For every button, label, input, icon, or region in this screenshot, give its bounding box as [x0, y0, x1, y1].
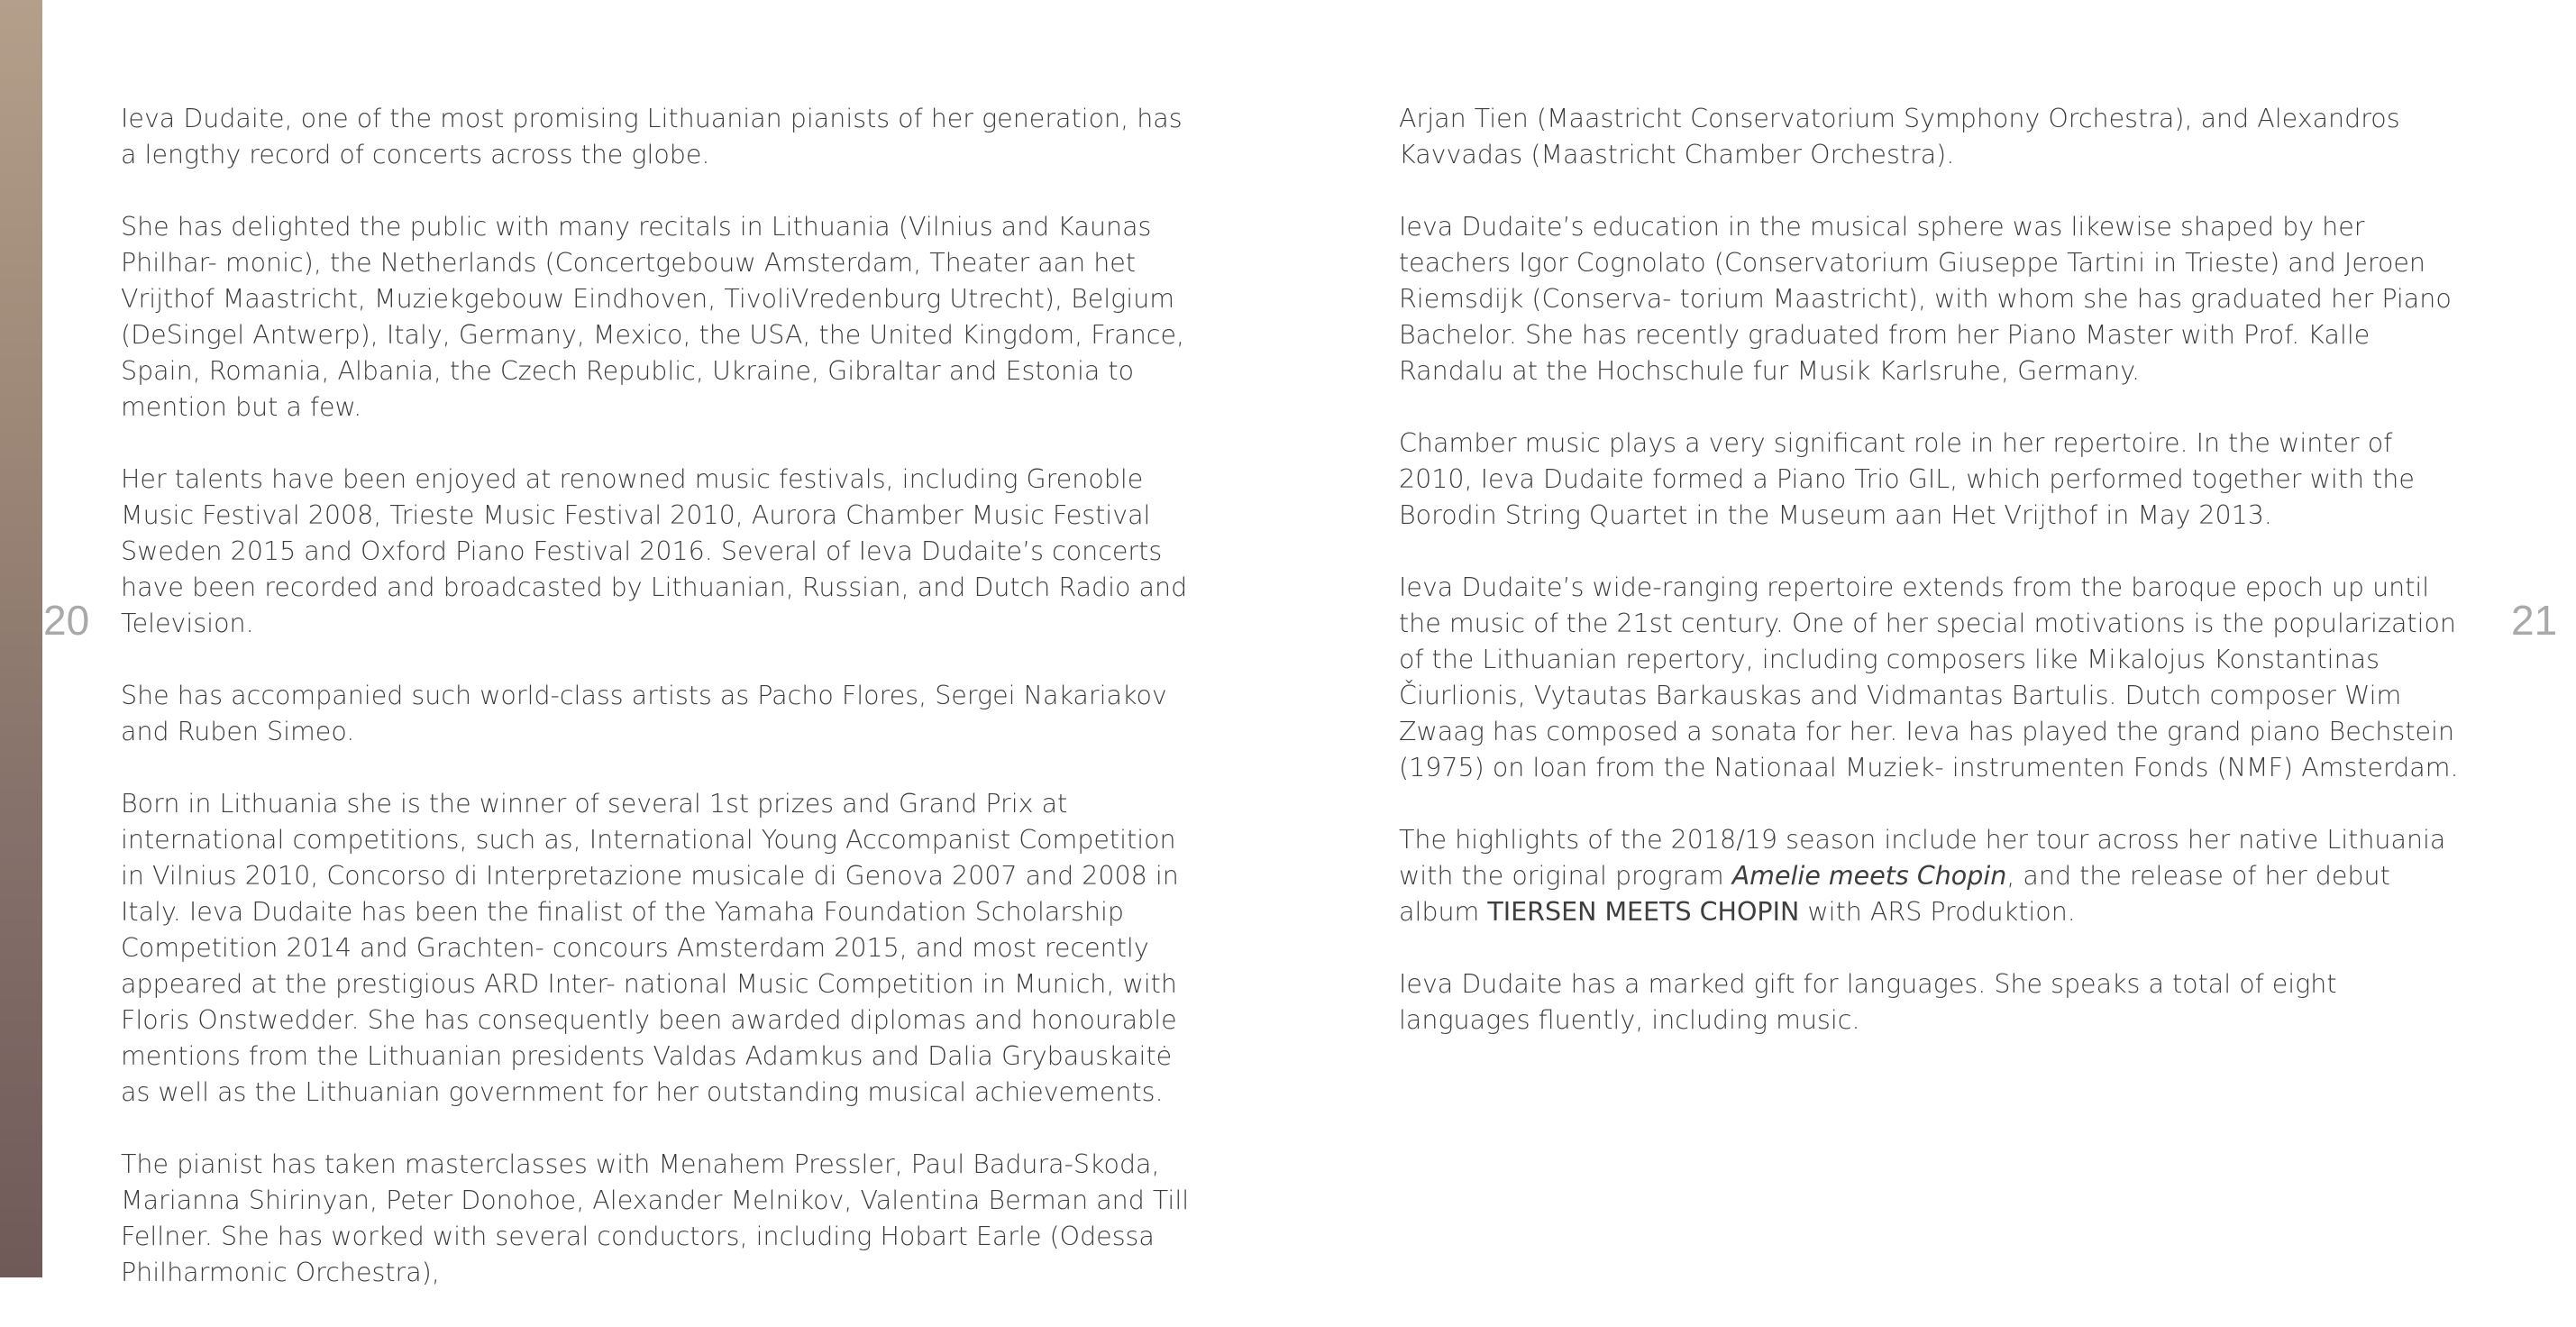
right-paragraph-5: [1399, 822, 2471, 930]
left-paragraph-4: She has accompanied such world-class artists as Pacho Flores, Sergei Nakariakov and Ruben Simeo.: [121, 681, 1167, 746]
left-paragraph-5: Born in Lithuania she is the winner of several 1st prizes and Grand Prix at international competitions, such as, International Young Accompanist Competition in Vilnius 2010, Concorso di Interpretazione musicale di Genova 2007 and 2008 in Italy. Ieva Dudaite has been the finalist of the Yamaha Foundation Scholarship Competition 2014 and Grachten- concours Amsterdam 2015, and most recently appeared at the prestigious ARD Inter- national Music Competition in Munich, with Floris Onstwedder. She has consequently been awarded diplomas and honourable mentions from the Lithuanian presidents Valdas Adamkus and Dalia Grybauskaitė as well as the Lithuanian government for her outstanding musical achievements.: [121, 789, 1179, 1107]
left-paragraph-3: Her talents have been enjoyed at renowned music festivals, including Grenoble Music Festival 2008, Trieste Music Festival 2010, Aurora Chamber Music Festival Sweden 2015 and Oxford Piano Festival 2016. Several of Ieva Dudaite’s concerts have been recorded and broadcasted by Lithuanian, Russian, and Dutch Radio and Television.: [121, 464, 1188, 638]
season-text-start: The highlights of the 2018/19 season include her tour across her native Lithuania with the original program: [1399, 825, 2446, 891]
left-paragraph-2: She has delighted the public with many recitals in Lithuania (Vilnius and Kaunas Philhar- monic), the Netherlands (Concertgebouw Amsterdam, Theater aan het Vrijthof Maastricht, Muziekgebouw Eindhoven, TivoliVredenburg Utrecht), Belgium (DeSingel Antwerp), Italy, Germany, Mexico, the USA, the United Kingdom, France, Spain, Romania, Albania, the Czech Republic, Ukraine, Gibraltar and Estonia to mention but a few.: [121, 212, 1185, 422]
right-paragraph-1: Arjan Tien (Maastricht Conservatorium Symphony Orchestra), and Alexandros Kavvadas (Maastricht Chamber Orchestra).: [1399, 104, 2400, 169]
right-paragraph-2: Ieva Dudaite’s education in the musical sphere was likewise shaped by her teachers Igor Cognolato (Conservatorium Giuseppe Tartini in Trieste) and Jeroen Riemsdijk (Conserva- torium Maastricht), with whom she has graduated her Piano Bachelor. She has recently graduated from her Piano Master with Prof. Kalle Randalu at the Hochschule fur Musik Karlsruhe, Germany.: [1399, 212, 2452, 386]
right-paragraph-3: Chamber music plays a very significant role in her repertoire. In the winter of 2010, Ieva Dudaite formed a Piano Trio GIL, which performed together with the Borodin String Quartet in the Museum aan Het Vrijthof in May 2013.: [1399, 428, 2415, 530]
left-page-column: [121, 101, 1193, 1327]
left-paragraph-6: The pianist has taken masterclasses with Menahem Pressler, Paul Badura-Skoda, Marianna Shirinyan, Peter Donohoe, Alexander Melnikov, Valentina Berman and Till Fellner. She has worked with several conductors, including Hobart Earle (Odessa Philharmonic Orchestra),: [121, 1149, 1190, 1287]
album-title: TIERSEN MEETS CHOPIN: [1487, 897, 1800, 927]
season-text-end: with ARS Produktion.: [1799, 897, 2076, 927]
right-paragraph-6: Ieva Dudaite has a marked gift for languages. She speaks a total of eight languages fluently, including music.: [1399, 969, 2337, 1035]
right-paragraph-4: Ieva Dudaite’s wide-ranging repertoire extends from the baroque epoch up until the music of the 21st century. One of her special motivations is the popularization of the Lithuanian repertory, including composers like Mikalojus Konstantinas Čiurlionis, Vytautas Barkauskas and Vidmantas Bartulis. Dutch composer Wim Zwaag has composed a sonata for her. Ieva has played the grand piano Bechstein (1975) on loan from the Nationaal Muziek- instrumenten Fonds (NMF) Amsterdam.: [1399, 572, 2459, 782]
left-paragraph-1: Ieva Dudaite, one of the most promising Lithuanian pianists of her generation, has a lengthy record of concerts across the globe.: [121, 104, 1183, 169]
right-page-column: [1399, 101, 2471, 1075]
season-text-middle: , and the release of her debut album: [1399, 861, 2390, 927]
book-edge-band: [0, 0, 42, 1277]
page-number-right: 21: [2511, 597, 2558, 644]
program-title: Amelie meets Chopin: [1731, 861, 2007, 891]
page-number-left: 20: [43, 597, 90, 644]
